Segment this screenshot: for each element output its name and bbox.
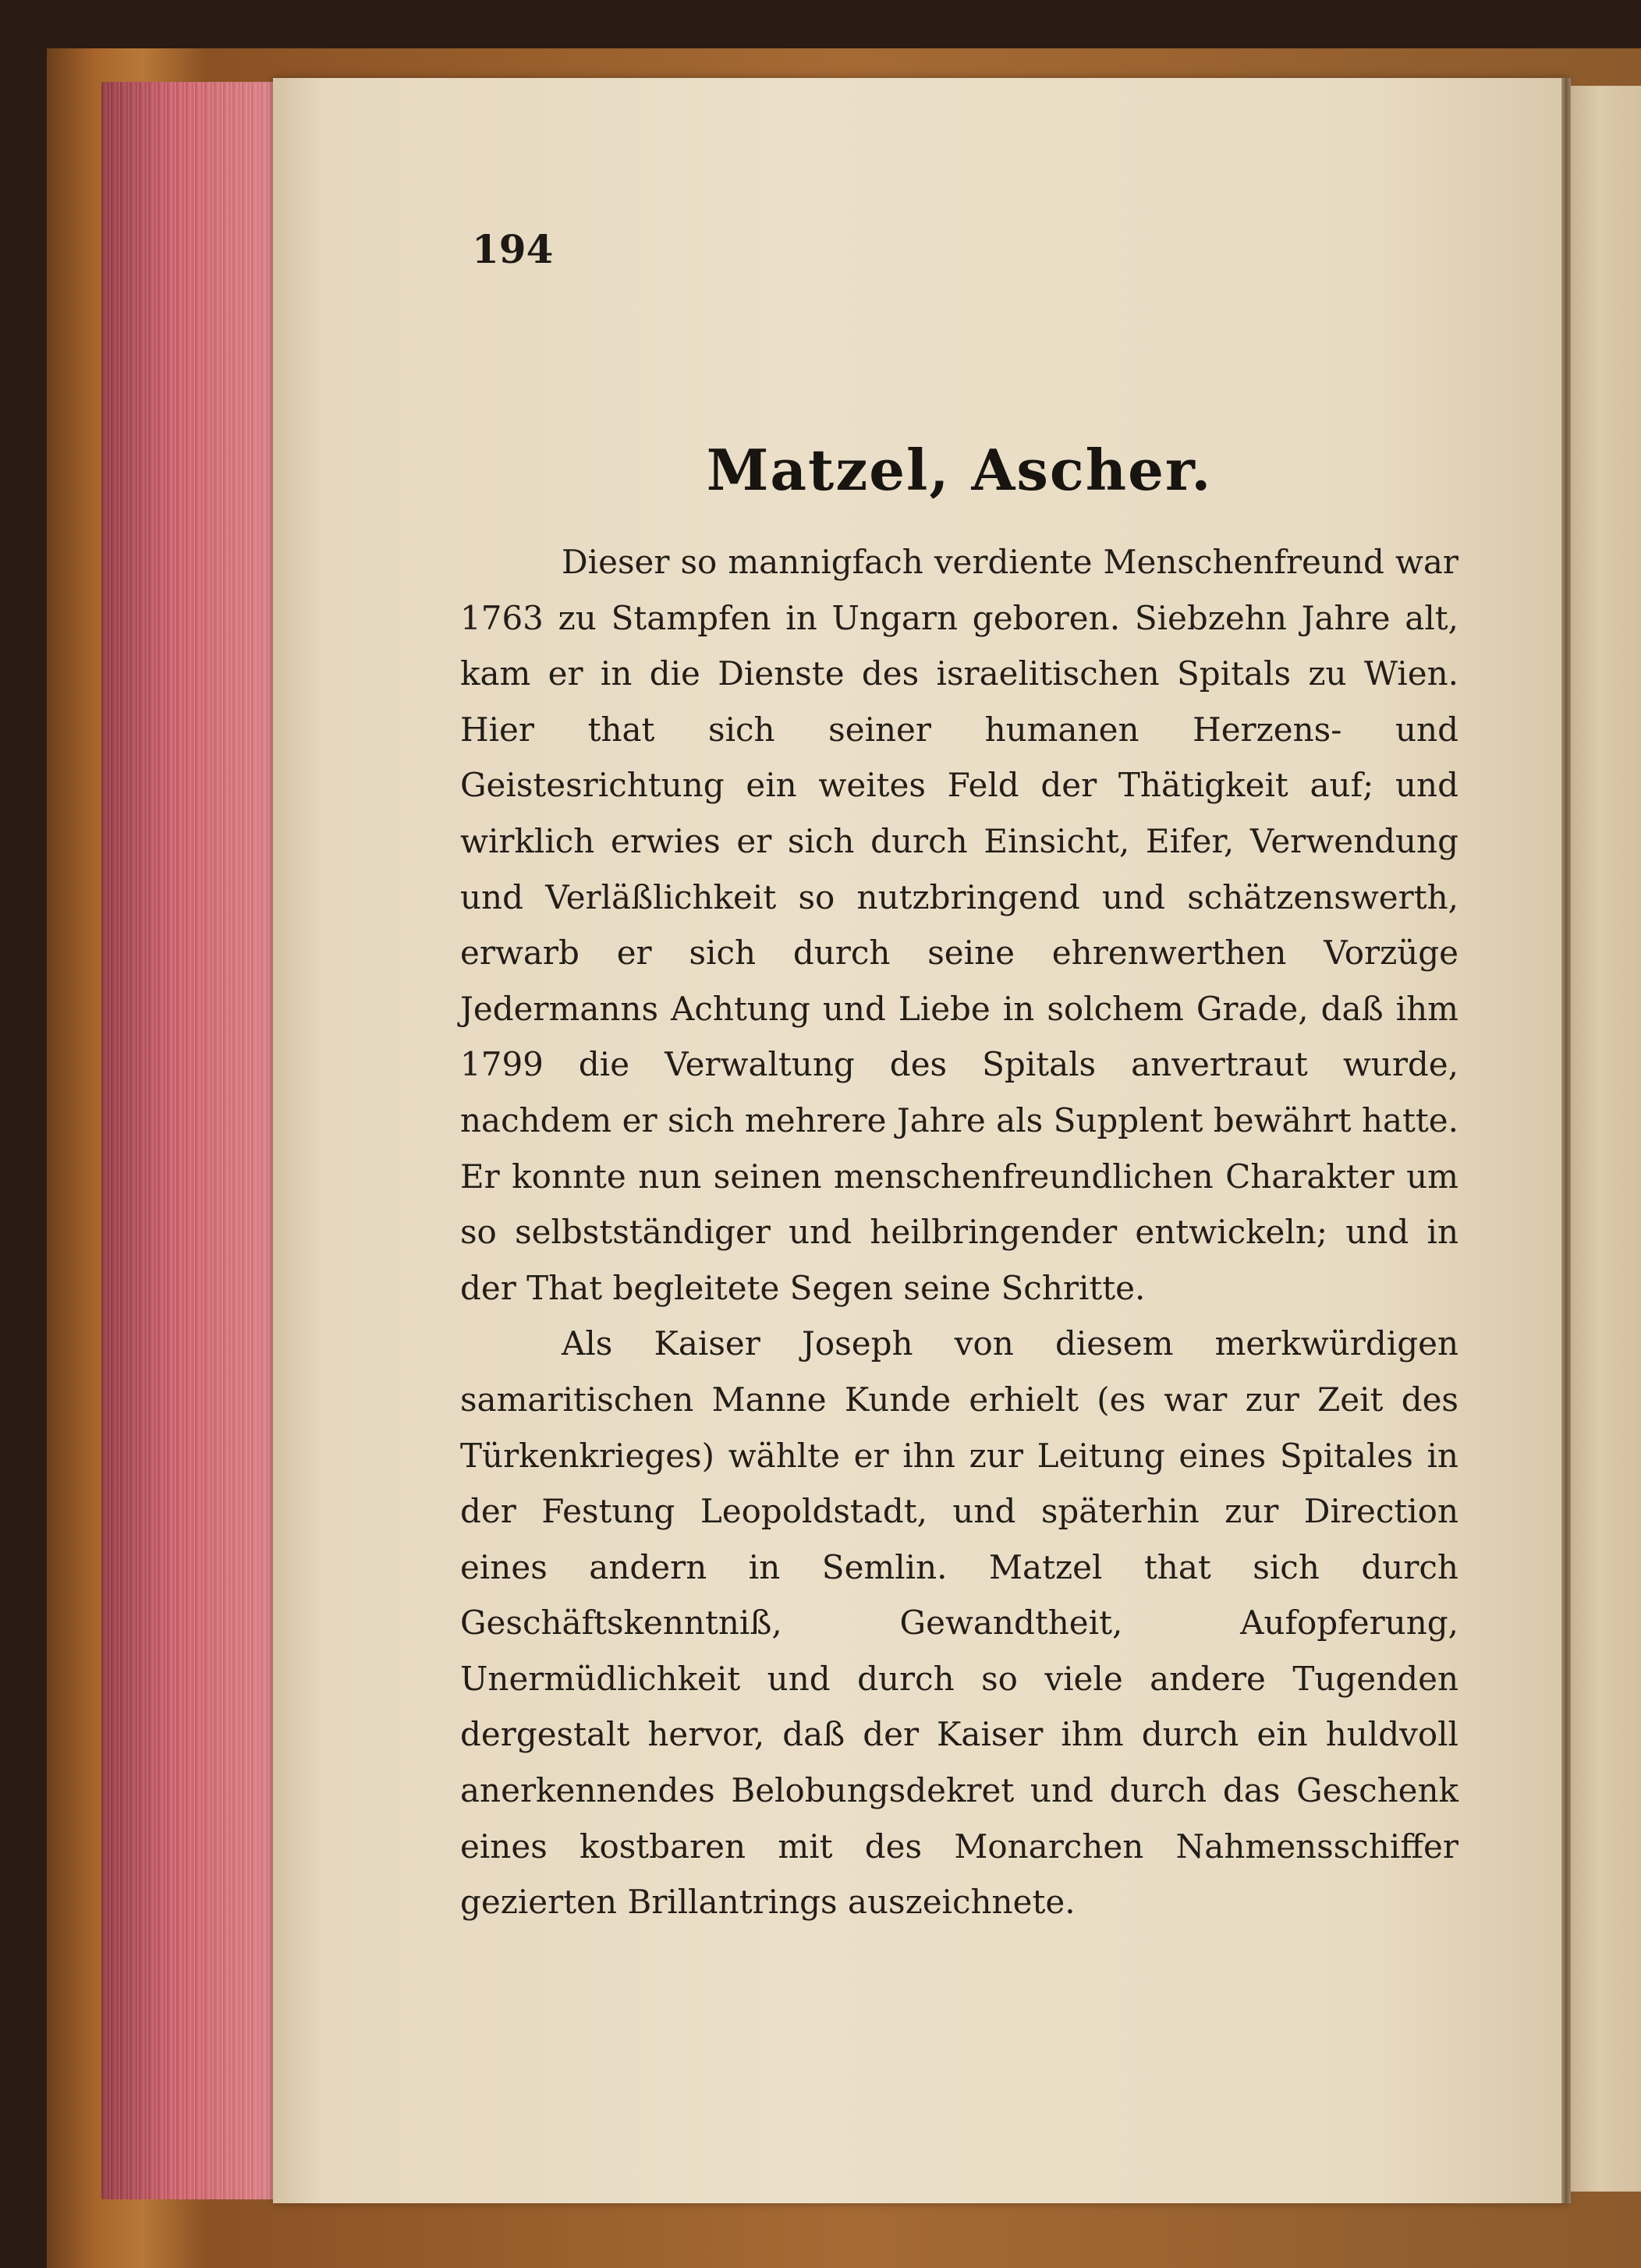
paragraph-2: Als Kaiser Joseph von diesem merkwürdigen samaritischen Manne Kunde erhielt (es war zur Zeit des Türkenkrieges) wählte er ihn zur Leitung eines Spitales in der Festung Leopoldstadt, und späterhin zur Direction eines andern in Semlin. Matzel that sich durch Geschäftskenntniß, Gewandtheit, Aufopferung, Unermüdlichkeit und durch so viele andere Tugenden dergestalt hervor, daß der Kaiser ihm durch ein huldvoll anerkennendes Belobungsdekret und durch das Geschenk eines kostbaren mit des Monarchen Nahmensschiffer gezierten Brillantrings auszeichnete.: [460, 1324, 1458, 1922]
page-title: Matzel, Ascher.: [706, 437, 1213, 503]
body-text: [460, 534, 1458, 1930]
page-number: 194: [472, 226, 554, 272]
facing-page: [1571, 86, 1641, 2192]
paragraph-1: Dieser so mannigfach verdiente Menschenfreund war 1763 zu Stampfen in Ungarn geboren. Siebzehn Jahre alt, kam er in die Dienste des israelitischen Spitals zu Wien. Hier that sich seiner humanen Herzens- und Geistesrichtung ein weites Feld der Thätigkeit auf; und wirklich erwies er sich durch Einsicht, Eifer, Verwendung und Verläßlichkeit so nutzbringend und schätzenswerth, erwarb er sich durch seine ehrenwerthen Vorzüge Jedermanns Achtung und Liebe in solchem Grade, daß ihm 1799 die Verwaltung des Spitals anvertraut wurde, nachdem er sich mehrere Jahre als Supplent bewährt hatte. Er konnte nun seinen menschenfreundlichen Charakter um so selbstständiger und heilbringender entwickeln; und in der That begleitete Segen seine Schritte.: [460, 543, 1458, 1307]
page-edges: [101, 82, 277, 2199]
book-gutter: [1561, 78, 1571, 2203]
